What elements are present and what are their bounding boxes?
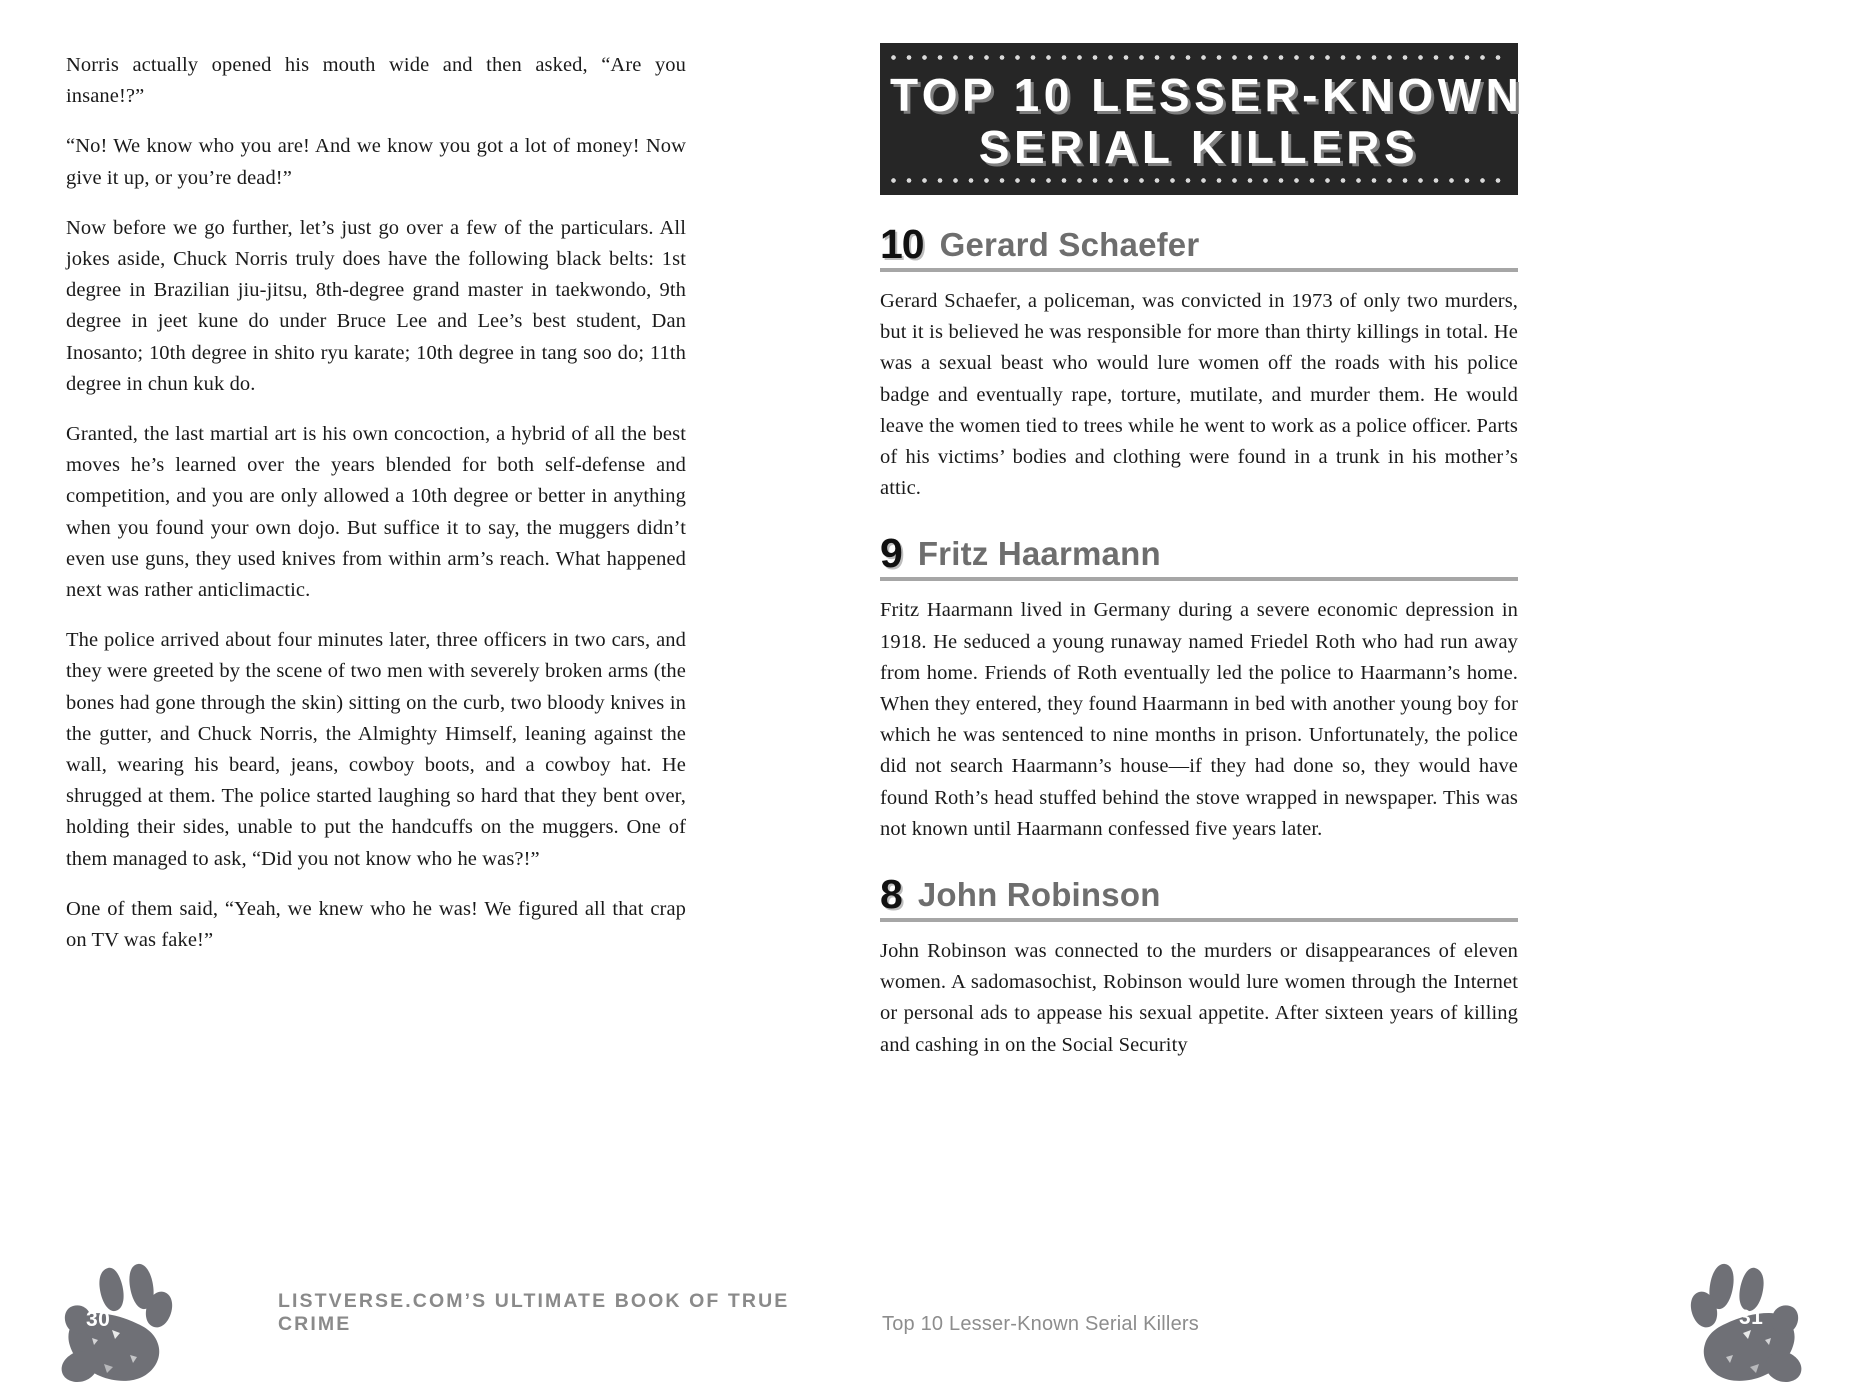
entry-header [880, 530, 1518, 581]
handprint-icon [1681, 1260, 1811, 1388]
entry-header [880, 221, 1518, 272]
chapter-title-line-1: TOP 10 LESSER-KNOWN [890, 69, 1524, 121]
entry-body [880, 286, 1518, 504]
left-page-body [66, 50, 686, 956]
dotted-border-bottom [891, 178, 1507, 183]
page-number: 31 [1739, 1306, 1764, 1329]
list-item [880, 530, 1518, 845]
page-number: 30 [86, 1308, 111, 1331]
handprint-icon [52, 1260, 182, 1388]
entry-body [880, 595, 1518, 845]
paragraph: “No! We know who you are! And we know you got a lot of money! Now give it up, or you’re dead!” [66, 135, 686, 189]
paragraph: Granted, the last martial art is his own concoction, a hybrid of all the best moves he’s learned over the years blended for both self-defense and competition, and you are only allowed a 10th degree or better in anything when you found your own dojo. But suffice it to say, the muggers didn’t even use guns, they used knives from within arm’s reach. What happened next was rather anticlimactic. [66, 423, 686, 602]
paragraph: The police arrived about four minutes later, three officers in two cars, and they were greeted by the scene of two men with severely broken arms (the bones had gone through the skin) sitting on the curb, two bloody knives in the gutter, and Chuck Norris, the Almighty Himself, leaning against the wall, wearing his beard, jeans, cowboy boots, and a cowboy hat. He shrugged at them. The police started laughing so hard that they bent over, holding their sides, unable to put the handcuffs on the muggers. One of them managed to ask, “Did you not know who he was?!” [66, 629, 686, 870]
list-item [880, 871, 1518, 1061]
entry-title: Gerard Schaefer [939, 226, 1200, 263]
entry-rank: 10 [880, 221, 924, 267]
entry-body [880, 936, 1518, 1061]
left-page-footer [0, 1246, 860, 1396]
running-head-left: LISTVERSE.COM’S ULTIMATE BOOK OF TRUE CRIME [278, 1290, 790, 1335]
running-head-right: Top 10 Lesser-Known Serial Killers [882, 1313, 1199, 1335]
right-page-body [880, 43, 1524, 1061]
paragraph: Fritz Haarmann lived in Germany during a severe economic depression in 1918. He seduced a young runaway named Friedel Roth who had run away from home. Friends of Roth eventually led the police to Haarmann’s home. When they entered, they found Haarmann in bed with another young boy for which he was sentenced to nine months in prison. Unfortunately, the police did not search Haarmann’s house—if they had done so, they would have found Roth’s head stuffed behind the stove wrapped in newspaper. This was not known until Haarmann confessed five years later. [880, 599, 1518, 840]
paragraph: One of them said, “Yeah, we knew who he was! We figured all that crap on TV was fake!” [66, 897, 686, 952]
paragraph: John Robinson was connected to the murders or disappearances of eleven women. A sadomasochist, Robinson would lure women through the Internet or personal ads to appease his sexual appetite. After sixteen years of killing and cashing in on the Social Security [880, 940, 1518, 1056]
dotted-border-top [891, 55, 1507, 60]
entry-title: John Robinson [917, 876, 1161, 914]
chapter-title-line-2: SERIAL KILLERS [978, 121, 1420, 173]
right-page [860, 0, 1863, 1396]
entry-rank: 8 [880, 871, 902, 918]
entry-rank: 9 [880, 530, 902, 577]
list-item [880, 221, 1518, 504]
entry-header [880, 871, 1518, 922]
paragraph: Now before we go further, let’s just go over a few of the particulars. All jokes aside, Chuck Norris truly does have the following black belts: 1st degree in Brazilian jiu-jitsu, 8th-degree grand master in taekwondo, 9th degree in jeet kune do under Bruce Lee and Lee’s best student, Dan Inosanto; 10th degree in shito ryu karate; 10th degree in tang soo do; 11th degree in chun kuk do. [66, 216, 686, 395]
left-page [0, 0, 860, 1396]
paragraph: Norris actually opened his mouth wide and then asked, “Are you insane!?” [66, 54, 686, 108]
paragraph: Gerard Schaefer, a policeman, was convicted in 1973 of only two murders, but it is believed he was responsible for more than thirty killings in total. He was a sexual beast who would lure women off the roads with his police badge and eventually rape, torture, mutilate, and murder them. He would leave the women tied to trees while he went to work as a police officer. Parts of his victims’ bodies and clothing were found in a trunk in his mother’s attic. [880, 290, 1518, 500]
right-page-footer [860, 1246, 1863, 1396]
entry-title: Fritz Haarmann [917, 535, 1161, 573]
chapter-title-banner [880, 43, 1524, 195]
